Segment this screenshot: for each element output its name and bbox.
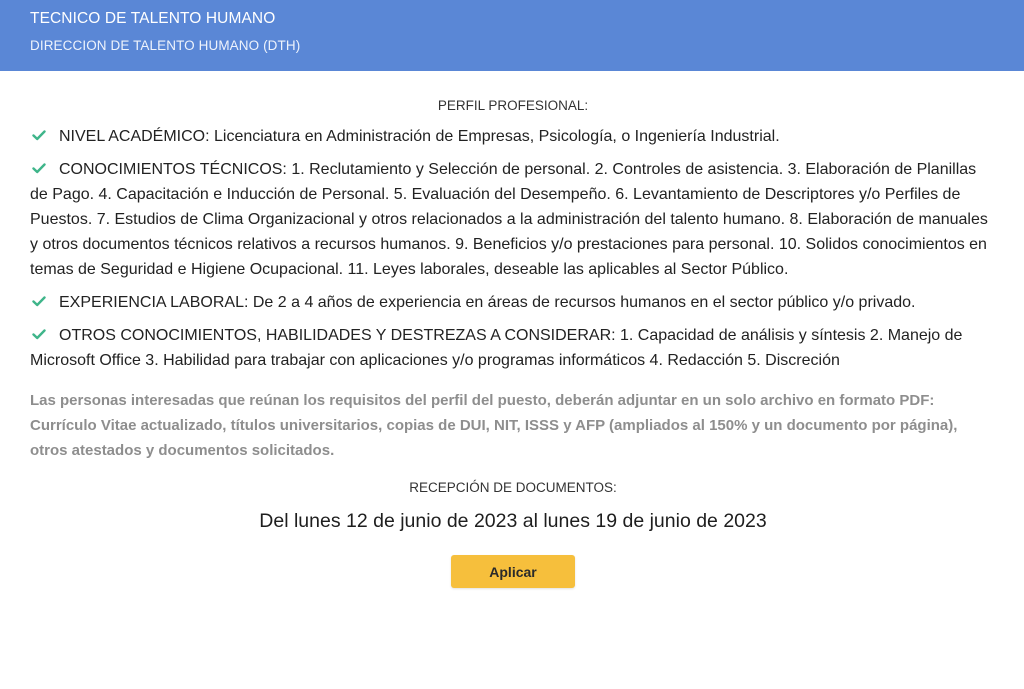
reception-label: RECEPCIÓN DE DOCUMENTOS: [409,480,617,495]
requirement-text: OTROS CONOCIMIENTOS, HABILIDADES Y DESTREZAS A CONSIDERAR: 1. Capacidad de análisis y síntesis 2. Manejo de Microsoft Office 3. Habilidad para trabajar con aplicaciones y/o programas informáticos 4. Redacción 5. Discreción [30,327,963,369]
department-name: DIRECCION DE TALENTO HUMANO (DTH) [30,38,301,53]
job-posting-content [30,96,996,588]
reception-dates: Del lunes 12 de junio de 2023 al lunes 19 de junio de 2023 [259,510,767,532]
requirement-academic [30,124,996,149]
check-icon [32,294,46,308]
requirement-other-skills [30,323,996,373]
job-title: TECNICO DE TALENTO HUMANO [30,10,276,27]
check-icon [32,327,46,341]
requirement-text: NIVEL ACADÉMICO: Licenciatura en Administración de Empresas, Psicología, o Ingeniería Industrial. [59,128,780,145]
profile-heading: PERFIL PROFESIONAL: [437,98,589,113]
check-icon [32,128,46,142]
application-notice: Las personas interesadas que reúnan los requisitos del perfil del puesto, deberán adjuntar en un solo archivo en formato PDF: Currículo Vitae actualizado, títulos universitarios, copias de DUI, NIT, ISSS y AFP (ampliados al 150% y un documento por página), otros atestados y documentos solicitados. [30,392,958,459]
check-icon [32,161,46,175]
requirement-experience [30,290,996,315]
requirement-text: CONOCIMIENTOS TÉCNICOS: 1. Reclutamiento y Selección de personal. 2. Controles de asistencia. 3. Elaboración de Planillas de Pago. 4. Capacitación e Inducción de Personal. 5. Evaluación del Desempeño. 6. Levantamiento de Descriptores y/o Perfiles de Puestos. 7. Estudios de Clima Organizacional y otros relacionados a la administración del talento humano. 8. Elaboración de manuales y otros documentos técnicos relativos a recursos humanos. 9. Beneficios y/o prestaciones para personal. 10. Solidos conocimientos en temas de Seguridad e Higiene Ocupacional. 11. Leyes laborales, deseable las aplicables al Sector Público. [30,161,988,278]
page-header [0,0,1024,71]
requirement-text: EXPERIENCIA LABORAL: De 2 a 4 años de experiencia en áreas de recursos humanos en el sector público y/o privado. [59,294,916,311]
apply-button[interactable]: Aplicar [451,555,575,588]
apply-button-container [30,555,996,588]
requirement-technical-knowledge [30,157,996,282]
